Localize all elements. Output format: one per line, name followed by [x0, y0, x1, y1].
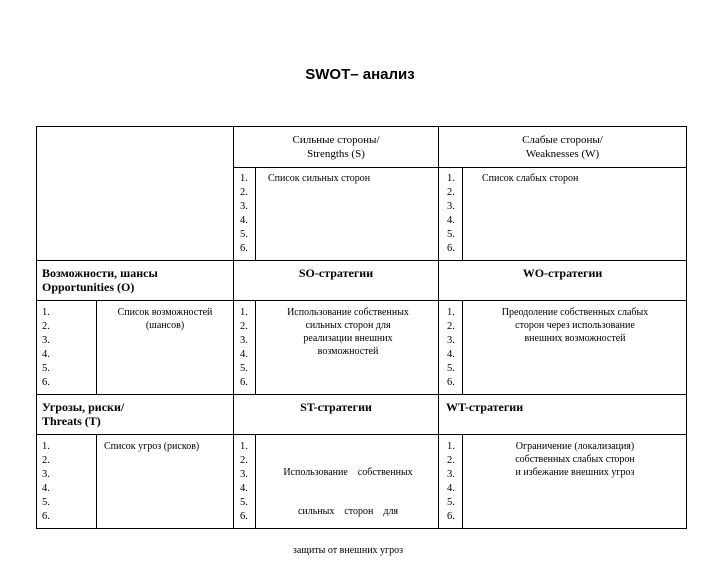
- wo-numbers: 1. 2. 3. 4. 5. 6.: [447, 307, 455, 388]
- wo-strategy-text: Преодоление собственных слабых сторон через использование внешних возможностей: [501, 307, 649, 344]
- threats-label: Угрозы, риски/ Threats (T): [42, 400, 125, 428]
- strengths-header-line: Сильные стороны/: [292, 134, 380, 146]
- strengths-numbers: 1. 2. 3. 4. 5. 6.: [240, 173, 248, 254]
- strengths-header: [234, 133, 438, 161]
- threats-numbers: 1. 2. 3. 4. 5. 6.: [42, 441, 50, 522]
- strengths-header-line: Strengths (S): [307, 148, 365, 160]
- weaknesses-header-line: Weaknesses (W): [525, 148, 600, 160]
- st-numbers: 1. 2. 3. 4. 5. 6.: [240, 441, 248, 522]
- opportunities-label: Возможности, шансы Opportunities (O): [42, 266, 158, 294]
- weaknesses-list-label: Список слабых сторон: [482, 173, 579, 184]
- so-numbers: 1. 2. 3. 4. 5. 6.: [240, 307, 248, 388]
- opportunities-list-label: Список возможностей (шансов): [117, 307, 213, 331]
- opportunities-numbers: 1. 2. 3. 4. 5. 6.: [42, 307, 50, 388]
- st-strategy-text: Использование собственных сильных сторон для защиты от внешних угроз: [283, 467, 413, 556]
- so-strategy-text: Использование собственных сильных сторон для реализации внешних возможностей: [287, 307, 409, 357]
- wt-strategy-title: WT-стратегии: [446, 400, 524, 414]
- weaknesses-header: [439, 133, 686, 161]
- strengths-list-label: Список сильных сторон: [268, 173, 371, 184]
- wo-strategy-title: WO-стратегии: [522, 266, 603, 280]
- wt-strategy-text: Ограничение (локализация) собственных слабых сторон и избежание внешних угроз: [515, 441, 635, 478]
- weaknesses-header-line: Слабые стороны/: [522, 134, 603, 146]
- wt-numbers: 1. 2. 3. 4. 5. 6.: [447, 441, 455, 522]
- threats-list-label: Список угроз (рисков): [104, 441, 200, 452]
- so-strategy-title: SO-стратегии: [298, 266, 374, 280]
- weaknesses-numbers: 1. 2. 3. 4. 5. 6.: [447, 173, 455, 254]
- page-title: SWOT– анализ: [305, 66, 415, 83]
- st-strategy-title: ST-стратегии: [300, 400, 372, 414]
